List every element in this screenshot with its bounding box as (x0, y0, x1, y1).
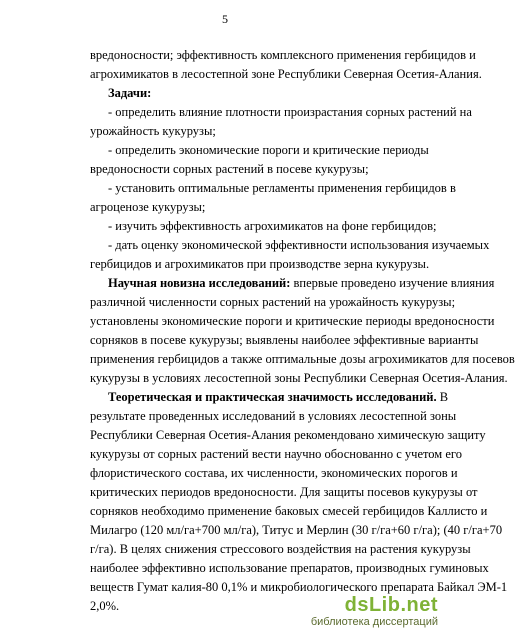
text-line: агрохимикатов в лесостепной зоне Республики Северная Осетия-Алания. (90, 67, 482, 81)
watermark-logo: dsLib.net (344, 594, 438, 616)
text-span: впервые проведено изучение влияния (293, 276, 495, 290)
text-line: флористического состава, их численности, экономических порогов и (90, 466, 458, 480)
text-line: веществ Гумат калия-80 0,1% и микробиологического препарата Байкал ЭМ-1 (90, 580, 508, 594)
tasks-heading: Задачи: (108, 86, 152, 100)
text-line: результате проведенных исследований в условиях лесостепной зоны (90, 409, 457, 423)
novelty-line (108, 275, 495, 291)
text-line: г/га). В целях снижения стрессового воздействия на растения кукурузы (90, 542, 471, 556)
text-line: - определить экономические пороги и критические периоды (108, 143, 429, 157)
text-line: - дать оценку экономической эффективности использования изучаемых (108, 238, 490, 252)
text-span: В (439, 390, 449, 404)
text-line: сорняков необходимо применение баковых смесей гербицидов Каллисто и (90, 504, 488, 518)
text-line: наиболее эффективно использование препаратов, производных гуминовых (90, 561, 489, 575)
theory-line (108, 389, 449, 405)
text-line: - изучить эффективность агрохимикатов на фоне гербицидов; (108, 219, 437, 233)
text-line: урожайность кукурузы; (90, 124, 216, 138)
text-line: гербицидов и агрохимикатов при производстве зерна кукурузы. (90, 257, 430, 271)
text-line: - определить влияние плотности произрастания сорных растений на (108, 105, 472, 119)
text-line: сорняков в посеве кукурузы; выявлены наиболее эффективные варианты (90, 333, 479, 347)
text-line: применения гербицидов а также оптимальные дозы агрохимикатов для посевов (90, 352, 515, 366)
novelty-heading: Научная новизна исследований: (108, 276, 291, 290)
theory-heading: Теоретическая и практическая значимость исследований. (108, 390, 437, 404)
text-line: агроценозе кукурузы; (90, 200, 206, 214)
watermark (238, 594, 438, 630)
text-line: кукурузы в условиях лесостепной зоны Республики Северная Осетия-Алания. (90, 371, 508, 385)
watermark-subtitle: библиотека диссертаций (310, 616, 438, 628)
page-number: 5 (222, 12, 228, 26)
text-line: - установить оптимальные регламенты применения гербицидов в (108, 181, 456, 195)
text-line: кукурузы от сорных растений вести научно обоснованно с учетом его (90, 447, 462, 461)
text-line: 2,0%. (90, 599, 120, 613)
text-line: критических периодов вредоносности. Для защиты посевов кукурузы от (90, 485, 478, 499)
text-line: Милагро (120 мл/га+700 мл/га), Титус и Мерлин (30 г/га+60 г/га); (40 г/га+70 (90, 523, 503, 537)
text-line: Республики Северная Осетия-Алания рекомендовано химическую защиту (90, 428, 486, 442)
text-line: вредоносности сорных растений в посеве кукурузы; (90, 162, 369, 176)
text-line: различной численности сорных растений на урожайность кукурузы; (90, 295, 456, 309)
text-line: установлены экономические пороги и критические периоды вредоносности (90, 314, 495, 328)
text-line: вредоносности; эффективность комплексного применения гербицидов и (90, 48, 476, 62)
